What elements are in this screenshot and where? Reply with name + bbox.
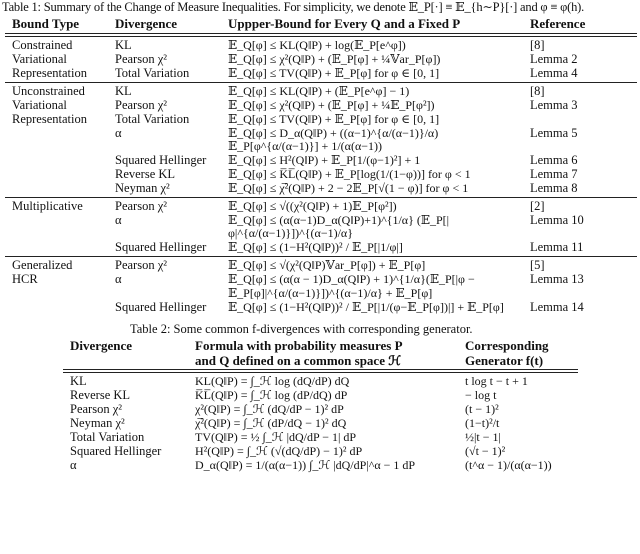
table-rule — [5, 256, 637, 257]
table1-header-divergence: Divergence — [115, 16, 178, 31]
reference-cell: [8] — [530, 84, 545, 98]
table1-caption: Table 1: Summary of the Change of Measure Inequalities. For simplicity, we denote 𝔼_P[·] ≡ 𝔼_{h∼P}[·] and φ ≡ φ(h). — [2, 0, 585, 14]
divergence-cell: Squared Hellinger — [115, 300, 207, 314]
bound-formula-cell: 𝔼_Q[φ] ≤ KL(Q‖P) + log(𝔼_P[e^φ]) — [228, 38, 406, 52]
bound-formula-cell: 𝔼_Q[φ] ≤ H²(Q‖P) + 𝔼_P[1/(φ−1)²] + 1 — [228, 153, 421, 167]
divergence-cell: KL — [70, 374, 87, 388]
reference-cell: [5] — [530, 258, 545, 272]
divergence-cell: Pearson χ² — [115, 199, 167, 213]
reference-cell: Lemma 4 — [530, 66, 578, 80]
divergence-cell: KL — [115, 38, 132, 52]
divergence-cell: Pearson χ² — [70, 402, 122, 416]
bound-type-label: Unconstrained — [12, 84, 85, 98]
reference-cell: [2] — [530, 199, 545, 213]
divergence-cell: α — [70, 458, 77, 472]
divergence-cell: Total Variation — [115, 112, 190, 126]
divergence-cell: KL — [115, 84, 132, 98]
bound-formula-cell: 𝔼_Q[φ] ≤ K̅L̅(Q‖P) + 𝔼_P[log(1/(1−φ))] for φ < 1 — [228, 167, 471, 181]
bound-formula-cell: 𝔼_Q[φ] ≤ TV(Q‖P) + 𝔼_P[φ] for φ ∈ [0, 1] — [228, 112, 440, 126]
bound-type-label: Representation — [12, 66, 87, 80]
table-rule — [5, 197, 637, 198]
divergence-cell: Pearson χ² — [115, 98, 167, 112]
bound-formula-cell: 𝔼_Q[φ] ≤ χ̅²(Q‖P) + 2 − 2𝔼_P[√(1 − φ)] for φ < 1 — [228, 181, 469, 195]
divergence-cell: Squared Hellinger — [70, 444, 162, 458]
bound-type-label: Generalized — [12, 258, 73, 272]
formula-cell: χ̅²(Q‖P) = ∫_ℋ (dP/dQ − 1)² dQ — [195, 416, 347, 430]
table2-header-formula-2: and Q defined on a common space ℋ — [195, 353, 402, 368]
bound-formula-cell: 𝔼_Q[φ] ≤ (α(α−1)D_α(Q‖P)+1)^{1/α} (𝔼_P[|φ|^{α/(α−1)}])^{(α−1)/α} — [228, 213, 450, 240]
bound-type-label: Representation — [12, 112, 87, 126]
table1-header-bound-type: Bound Type — [12, 16, 80, 31]
divergence-cell: Pearson χ² — [115, 52, 167, 66]
reference-cell: [8] — [530, 38, 545, 52]
bound-formula-cell: 𝔼_Q[φ] ≤ √((χ²(Q‖P) + 1)𝔼_P[φ²]) — [228, 199, 397, 213]
table1-top-rule — [5, 36, 637, 37]
generator-cell: t log t − t + 1 — [465, 374, 528, 388]
bound-type-label: Variational — [12, 52, 67, 66]
formula-cell: H²(Q‖P) = ∫_ℋ (√(dQ/dP) − 1)² dP — [195, 444, 363, 458]
bound-formula-cell: 𝔼_Q[φ] ≤ (1−H²(Q‖P))² / 𝔼_P[|1/(φ−𝔼_P[φ])|] + 𝔼_P[φ] — [228, 300, 504, 314]
divergence-cell: Pearson χ² — [115, 258, 167, 272]
divergence-cell: Squared Hellinger — [115, 153, 207, 167]
reference-cell: Lemma 2 — [530, 52, 578, 66]
generator-cell: (t^α − 1)/(α(α−1)) — [465, 458, 552, 472]
divergence-cell: α — [115, 213, 122, 227]
table2-header-generator-2: Generator f(t) — [465, 353, 544, 368]
divergence-cell: Neyman χ² — [115, 181, 170, 195]
bound-type-label: Constrained — [12, 38, 73, 52]
bound-formula-cell-continued: 𝔼_P[φ]|^{α/(α−1)}])^{(α−1)/α} + 𝔼_P[φ] — [228, 286, 433, 300]
formula-cell: KL(Q‖P) = ∫_ℋ log (dQ/dP) dQ — [195, 374, 350, 388]
table-rule — [5, 82, 637, 83]
bound-formula-cell: 𝔼_Q[φ] ≤ χ²(Q‖P) + (𝔼_P[φ] + ¼𝕍ar_P[φ]) — [228, 52, 441, 66]
bound-type-label: Multiplicative — [12, 199, 83, 213]
reference-cell: Lemma 6 — [530, 153, 578, 167]
table1-header-reference: Reference — [530, 16, 586, 31]
table2-header-formula-1: Formula with probability measures P — [195, 338, 403, 353]
reference-cell: Lemma 10 — [530, 213, 584, 227]
divergence-cell: α — [115, 272, 122, 286]
bound-type-label: Variational — [12, 98, 67, 112]
reference-cell: Lemma 8 — [530, 181, 578, 195]
bound-formula-cell: 𝔼_Q[φ] ≤ (α(α − 1)D_α(Q‖P) + 1)^{1/α}(𝔼_P[|φ − — [228, 272, 475, 286]
bound-formula-cell: 𝔼_Q[φ] ≤ √(χ²(Q‖P)𝕍ar_P[φ]) + 𝔼_P[φ] — [228, 258, 426, 272]
bound-type-label: HCR — [12, 272, 38, 286]
table2-caption: Table 2: Some common f-divergences with corresponding generator. — [130, 322, 473, 336]
bound-formula-cell: 𝔼_Q[φ] ≤ χ²(Q‖P) + (𝔼_P[φ] + ¼𝔼_P[φ²]) — [228, 98, 435, 112]
table2-header-divergence: Divergence — [70, 338, 133, 353]
generator-cell: (1−t)²/t — [465, 416, 500, 430]
formula-cell: TV(Q‖P) = ½ ∫_ℋ |dQ/dP − 1| dP — [195, 430, 357, 444]
reference-cell: Lemma 3 — [530, 98, 578, 112]
divergence-cell: Total Variation — [115, 66, 190, 80]
generator-cell: − log t — [465, 388, 497, 402]
bound-formula-cell: 𝔼_Q[φ] ≤ TV(Q‖P) + 𝔼_P[φ] for φ ∈ [0, 1] — [228, 66, 440, 80]
table2-top-rule — [63, 372, 578, 373]
bound-formula-cell: 𝔼_Q[φ] ≤ KL(Q‖P) + (𝔼_P[e^φ] − 1) — [228, 84, 410, 98]
bound-formula-cell: 𝔼_Q[φ] ≤ (1−H²(Q‖P))² / 𝔼_P[|1/φ|] — [228, 240, 403, 254]
table1-header-bound: Uppper-Bound for Every Q and a Fixed P — [228, 16, 461, 31]
divergence-cell: Reverse KL — [70, 388, 131, 402]
bound-formula-cell: 𝔼_Q[φ] ≤ D_α(Q‖P) + ((α−1)^{α/(α−1)}/α) 𝔼_P[φ^{α/(α−1)}] + 1/(α(α−1)) — [228, 126, 439, 153]
generator-cell: (t − 1)² — [465, 402, 499, 416]
reference-cell: Lemma 13 — [530, 272, 584, 286]
generator-cell: (√t − 1)² — [465, 444, 506, 458]
reference-cell: Lemma 5 — [530, 126, 578, 140]
divergence-cell: Neyman χ² — [70, 416, 125, 430]
reference-cell: Lemma 14 — [530, 300, 584, 314]
formula-cell: χ²(Q‖P) = ∫_ℋ (dQ/dP − 1)² dP — [195, 402, 344, 416]
generator-cell: ½|t − 1| — [465, 430, 501, 444]
reference-cell: Lemma 11 — [530, 240, 584, 254]
table2-top-rule — [63, 369, 578, 370]
formula-cell: K̅L̅(Q‖P) = ∫_ℋ log (dP/dQ) dP — [195, 388, 348, 402]
divergence-cell: α — [115, 126, 122, 140]
divergence-cell: Reverse KL — [115, 167, 176, 181]
divergence-cell: Total Variation — [70, 430, 145, 444]
divergence-cell: Squared Hellinger — [115, 240, 207, 254]
table1-top-rule — [5, 33, 637, 34]
table2-header-generator-1: Corresponding — [465, 338, 549, 353]
reference-cell: Lemma 7 — [530, 167, 578, 181]
formula-cell: D_α(Q‖P) = 1/(α(α−1)) ∫_ℋ |dQ/dP|^α − 1 dP — [195, 458, 416, 472]
